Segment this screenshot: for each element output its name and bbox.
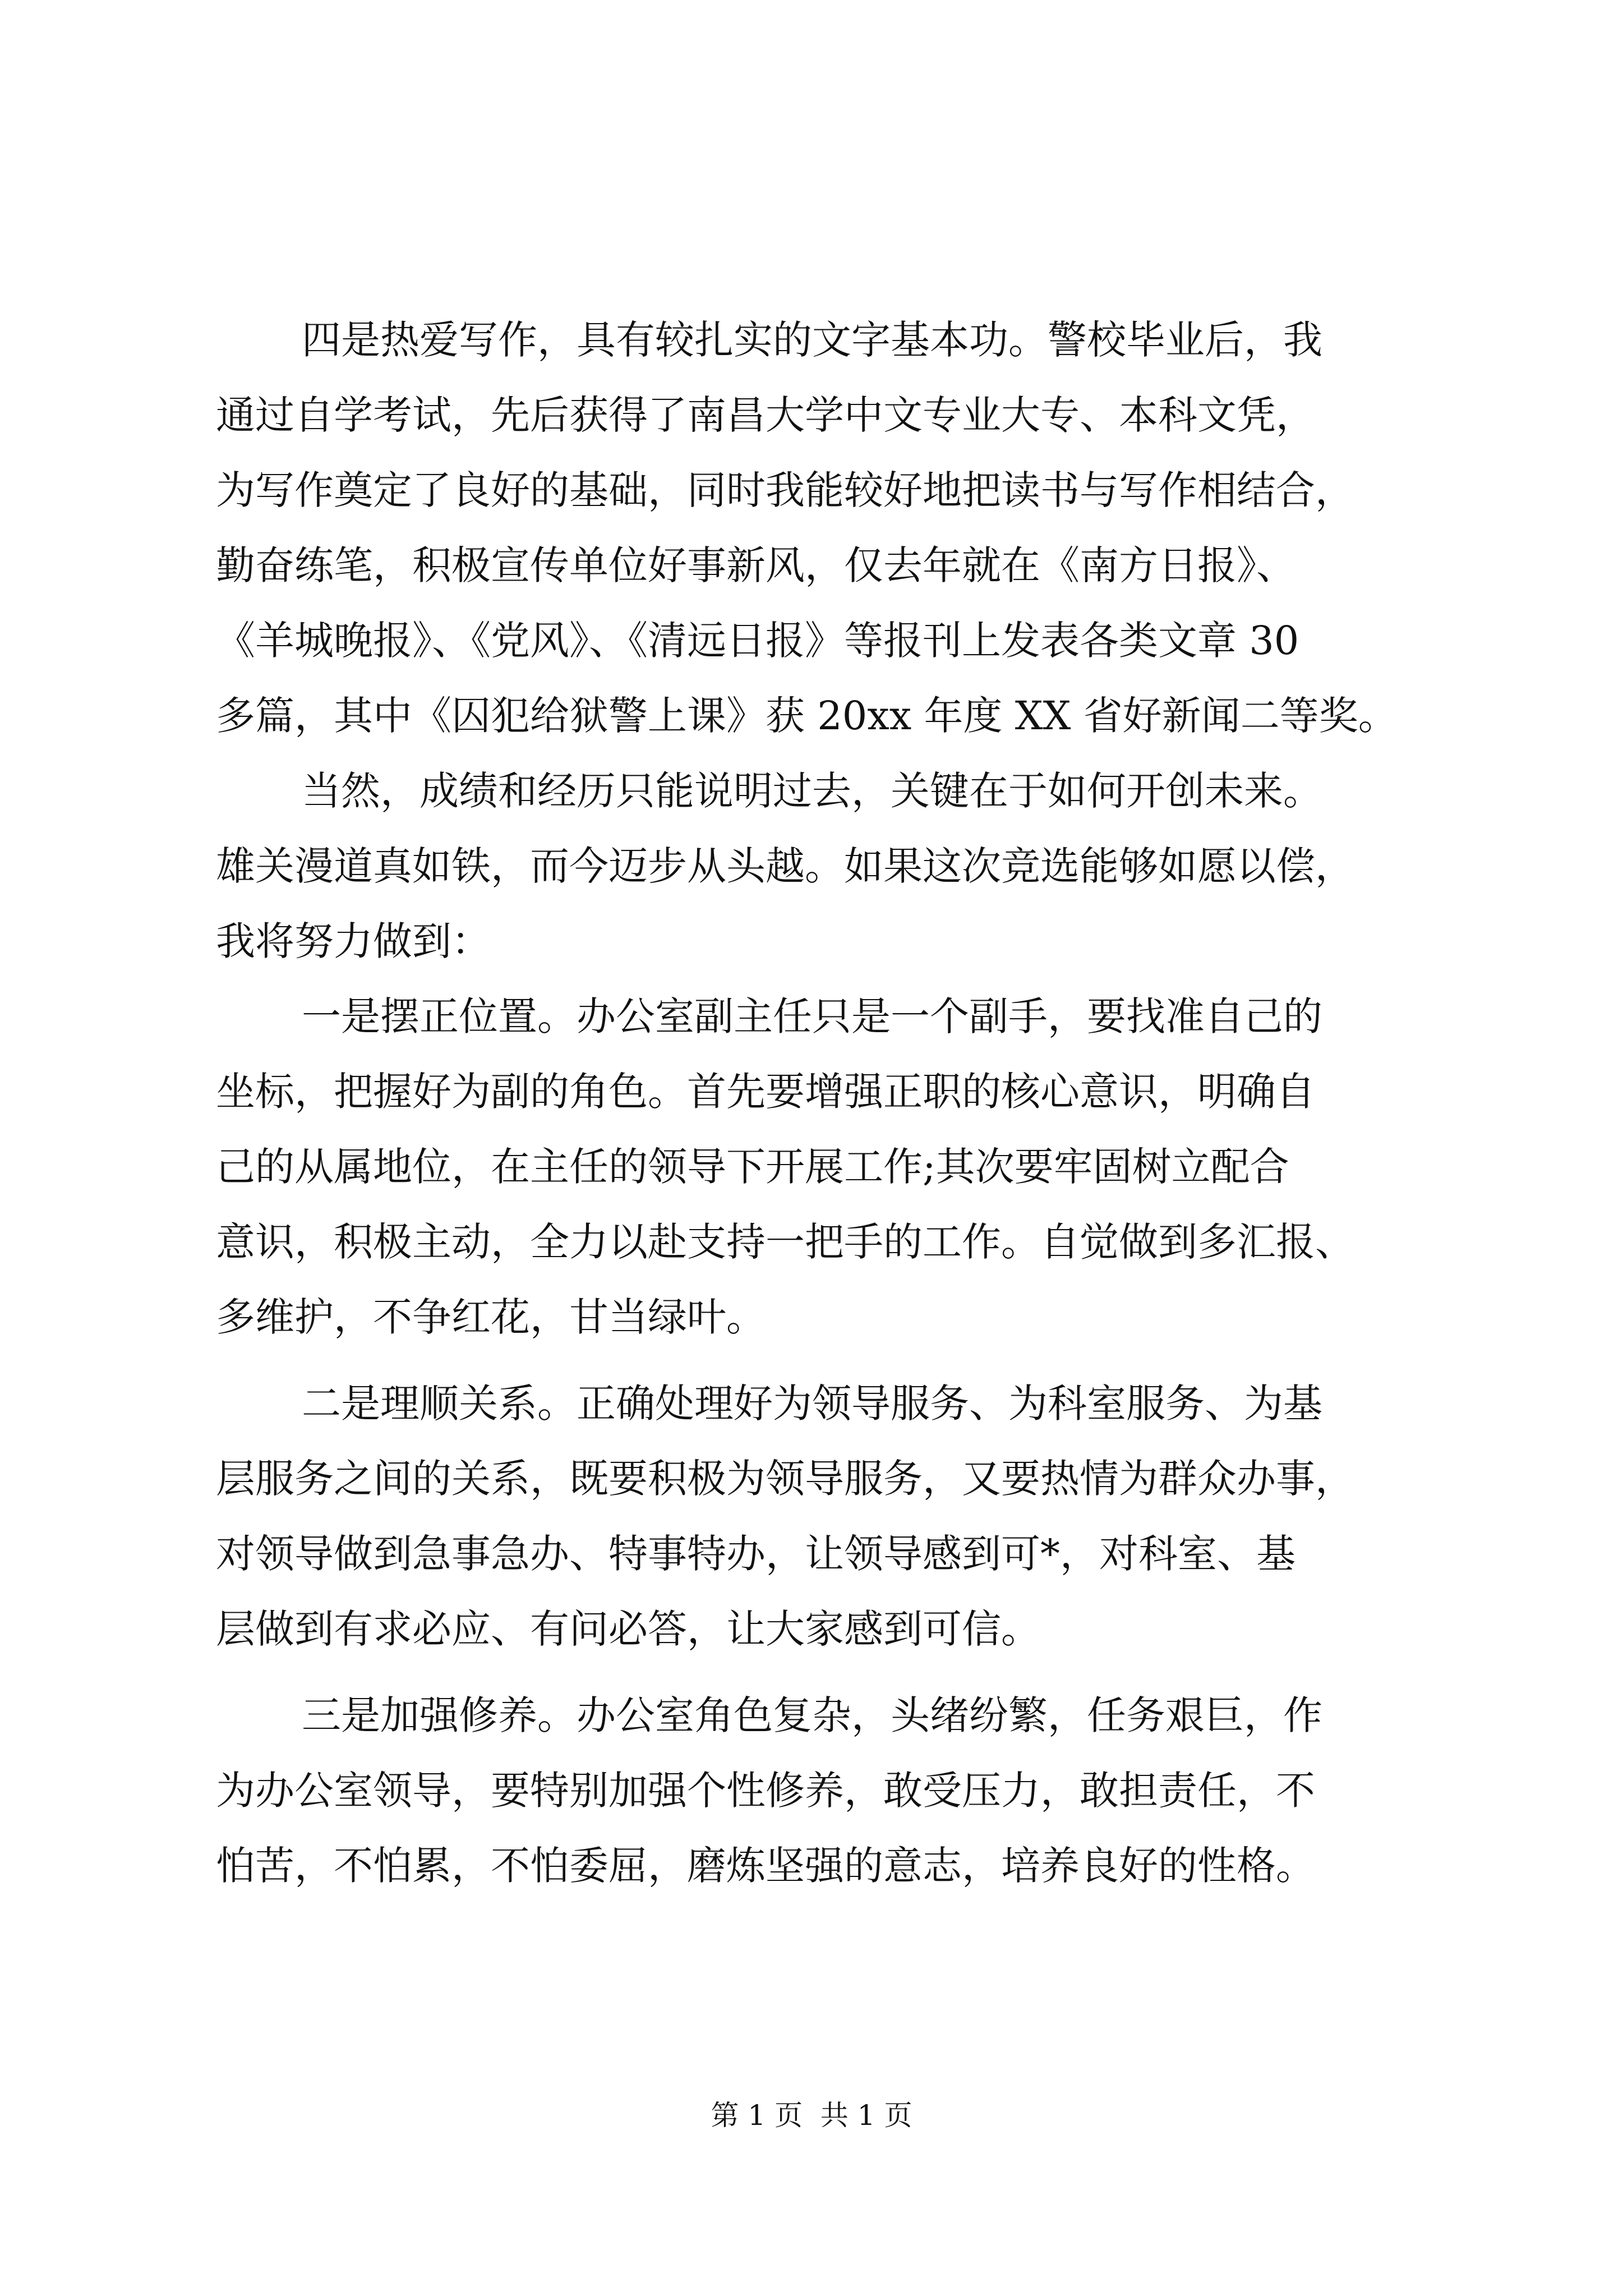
text-line: 为写作奠定了良好的基础，同时我能较好地把读书与写作相结合， [216, 467, 1354, 513]
page-footer: 第 1 页 共 1 页 [711, 2099, 912, 2132]
text-line: 意识，积极主动，全力以赴支持一把手的工作。自觉做到多汇报、 [216, 1219, 1354, 1265]
text-line: 一是摆正位置。办公室副主任只是一个副手，要找准自己的 [302, 993, 1322, 1039]
text-line: 《羊城晚报》、《党风》、《清远日报》等报刊上发表各类文章 30 [216, 618, 1299, 664]
text-line: 通过自学考试，先后获得了南昌大学中文专业大专、本科文凭， [216, 392, 1315, 438]
text-line: 怕苦，不怕累，不怕委屈，磨炼坚强的意志，培养良好的性格。 [216, 1843, 1315, 1889]
text-line: 层服务之间的关系，既要积极为领导服务，又要热情为群众办事， [216, 1456, 1354, 1502]
text-line: 我将努力做到： [216, 918, 491, 964]
text-line: 勤奋练笔，积极宣传单位好事新风，仅去年就在《南方日报》、 [216, 542, 1295, 588]
text-line: 二是理顺关系。正确处理好为领导服务、为科室服务、为基 [302, 1381, 1322, 1427]
text-line: 对领导做到急事急办、特事特办，让领导感到可*，对科室、基 [216, 1531, 1295, 1577]
text-line: 层做到有求必应、有问必答，让大家感到可信。 [216, 1606, 1040, 1652]
text-line: 雄关漫道真如铁，而今迈步从头越。如果这次竞选能够如愿以偿， [216, 843, 1354, 889]
text-line: 己的从属地位，在主任的领导下开展工作;其次要牢固树立配合 [216, 1144, 1289, 1190]
text-line: 当然，成绩和经历只能说明过去，关键在于如何开创未来。 [302, 768, 1322, 814]
text-line: 多维护，不争红花，甘当绿叶。 [216, 1294, 766, 1340]
text-line: 多篇，其中《囚犯给狱警上课》获 20xx 年度 XX 省好新闻二等奖。 [216, 693, 1398, 739]
text-line: 三是加强修养。办公室角色复杂，头绪纷繁，任务艰巨，作 [302, 1692, 1322, 1738]
text-line: 坐标，把握好为副的角色。首先要增强正职的核心意识，明确自 [216, 1069, 1315, 1115]
text-line: 为办公室领导，要特别加强个性修养，敢受压力，敢担责任，不 [216, 1768, 1315, 1814]
text-line: 四是热爱写作，具有较扎实的文字基本功。警校毕业后，我 [302, 317, 1322, 363]
